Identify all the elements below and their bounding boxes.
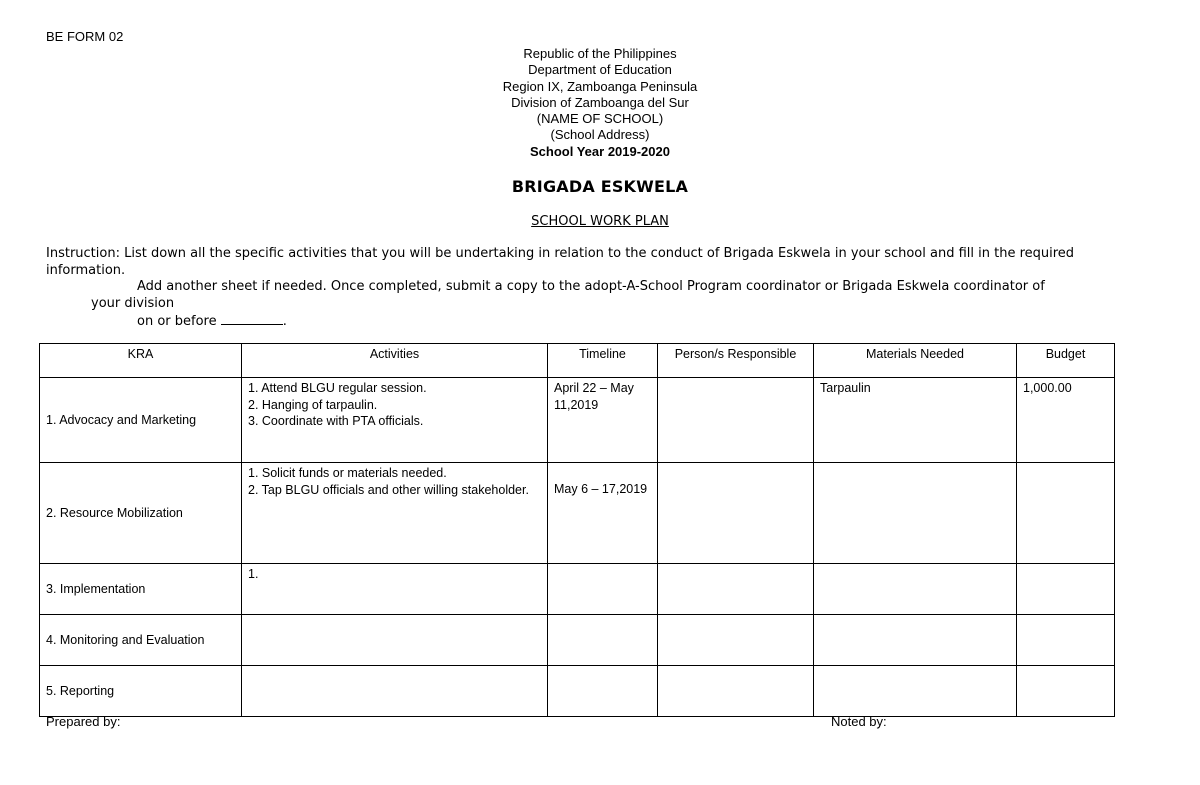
kra-cell: 2. Resource Mobilization: [40, 463, 242, 564]
budget-cell: [1017, 564, 1115, 615]
header-budget: Budget: [1017, 344, 1115, 378]
timeline-cell: April 22 – May 11,2019: [548, 378, 658, 463]
noted-by-label: Noted by:: [831, 714, 887, 729]
table-row: [40, 666, 1115, 717]
activities-cell: [242, 615, 548, 666]
kra-cell: 5. Reporting: [40, 666, 242, 717]
table-row: [40, 463, 1115, 564]
materials-cell: [814, 615, 1017, 666]
budget-cell: [1017, 615, 1115, 666]
activities-cell: [242, 666, 548, 717]
activity-item: 3. Coordinate with PTA officials.: [248, 414, 424, 428]
header-school-year: School Year 2019-2020: [530, 143, 670, 159]
header-persons: Person/s Responsible: [658, 344, 814, 378]
header-region: Region IX, Zamboanga Peninsula: [502, 78, 698, 94]
persons-cell: [658, 463, 814, 564]
timeline-cell: [548, 615, 658, 666]
instruction-division: your division: [91, 296, 175, 311]
header-country: Republic of the Philippines: [523, 46, 677, 61]
materials-cell: [814, 463, 1017, 564]
budget-cell: [1017, 463, 1115, 564]
prepared-by-label: Prepared by:: [46, 714, 121, 729]
table-row: [40, 378, 1115, 463]
page-subtitle: SCHOOL WORK PLAN: [531, 214, 669, 229]
deadline-label: on or before: [137, 314, 217, 329]
instruction-additional: Add another sheet if needed. Once completed, submit a copy to the adopt-A-School Program coordinator or Brigada Eskwela coordinator of: [137, 279, 1045, 294]
timeline-cell: [548, 666, 658, 717]
form-code: BE FORM 02: [46, 29, 124, 44]
header-timeline: Timeline: [548, 344, 658, 378]
header-materials: Materials Needed: [814, 344, 1017, 378]
budget-cell: [1017, 666, 1115, 717]
persons-cell: [658, 615, 814, 666]
header-school-address: (School Address): [550, 127, 650, 143]
persons-cell: [658, 378, 814, 463]
budget-cell: 1,000.00: [1017, 378, 1115, 463]
header-division: Division of Zamboanga del Sur: [511, 94, 689, 110]
header-school-name: (NAME OF SCHOOL): [536, 111, 664, 127]
page-title: BRIGADA ESKWELA: [511, 177, 689, 196]
materials-cell: Tarpaulin: [814, 378, 1017, 463]
activity-item: 2. Tap BLGU officials and other willing stakeholder.: [248, 482, 529, 497]
persons-cell: [658, 666, 814, 717]
activities-cell: [242, 463, 548, 564]
materials-cell: [814, 666, 1017, 717]
instruction-deadline: on or before .: [137, 314, 287, 329]
kra-cell: 1. Advocacy and Marketing: [40, 378, 242, 463]
table-row: [40, 615, 1115, 666]
persons-cell: [658, 564, 814, 615]
header-activities: Activities: [242, 344, 548, 378]
work-plan-table: [39, 343, 1115, 717]
activities-cell: [242, 564, 548, 615]
activity-item: 1. Solicit funds or materials needed.: [248, 466, 447, 480]
table-row: [40, 564, 1115, 615]
header-department: Department of Education: [528, 62, 672, 78]
activity-item: 2. Hanging of tarpaulin.: [248, 397, 378, 412]
document-header: [0, 46, 1200, 160]
activities-cell: [242, 378, 548, 463]
timeline-cell: [548, 564, 658, 615]
kra-cell: 4. Monitoring and Evaluation: [40, 615, 242, 666]
activity-item: 1. Attend BLGU regular session.: [248, 381, 427, 395]
activity-item: 1.: [248, 567, 259, 581]
timeline-cell: May 6 – 17,2019: [548, 463, 658, 564]
kra-cell: 3. Implementation: [40, 564, 242, 615]
instruction-text: Instruction: List down all the specific activities that you will be undertaking in relation to the conduct of Brigada Eskwela in your school and fill in the required information.: [46, 246, 1075, 278]
table-header-row: [40, 344, 1115, 378]
materials-cell: [814, 564, 1017, 615]
deadline-blank: [221, 313, 283, 325]
header-kra: KRA: [40, 344, 242, 378]
